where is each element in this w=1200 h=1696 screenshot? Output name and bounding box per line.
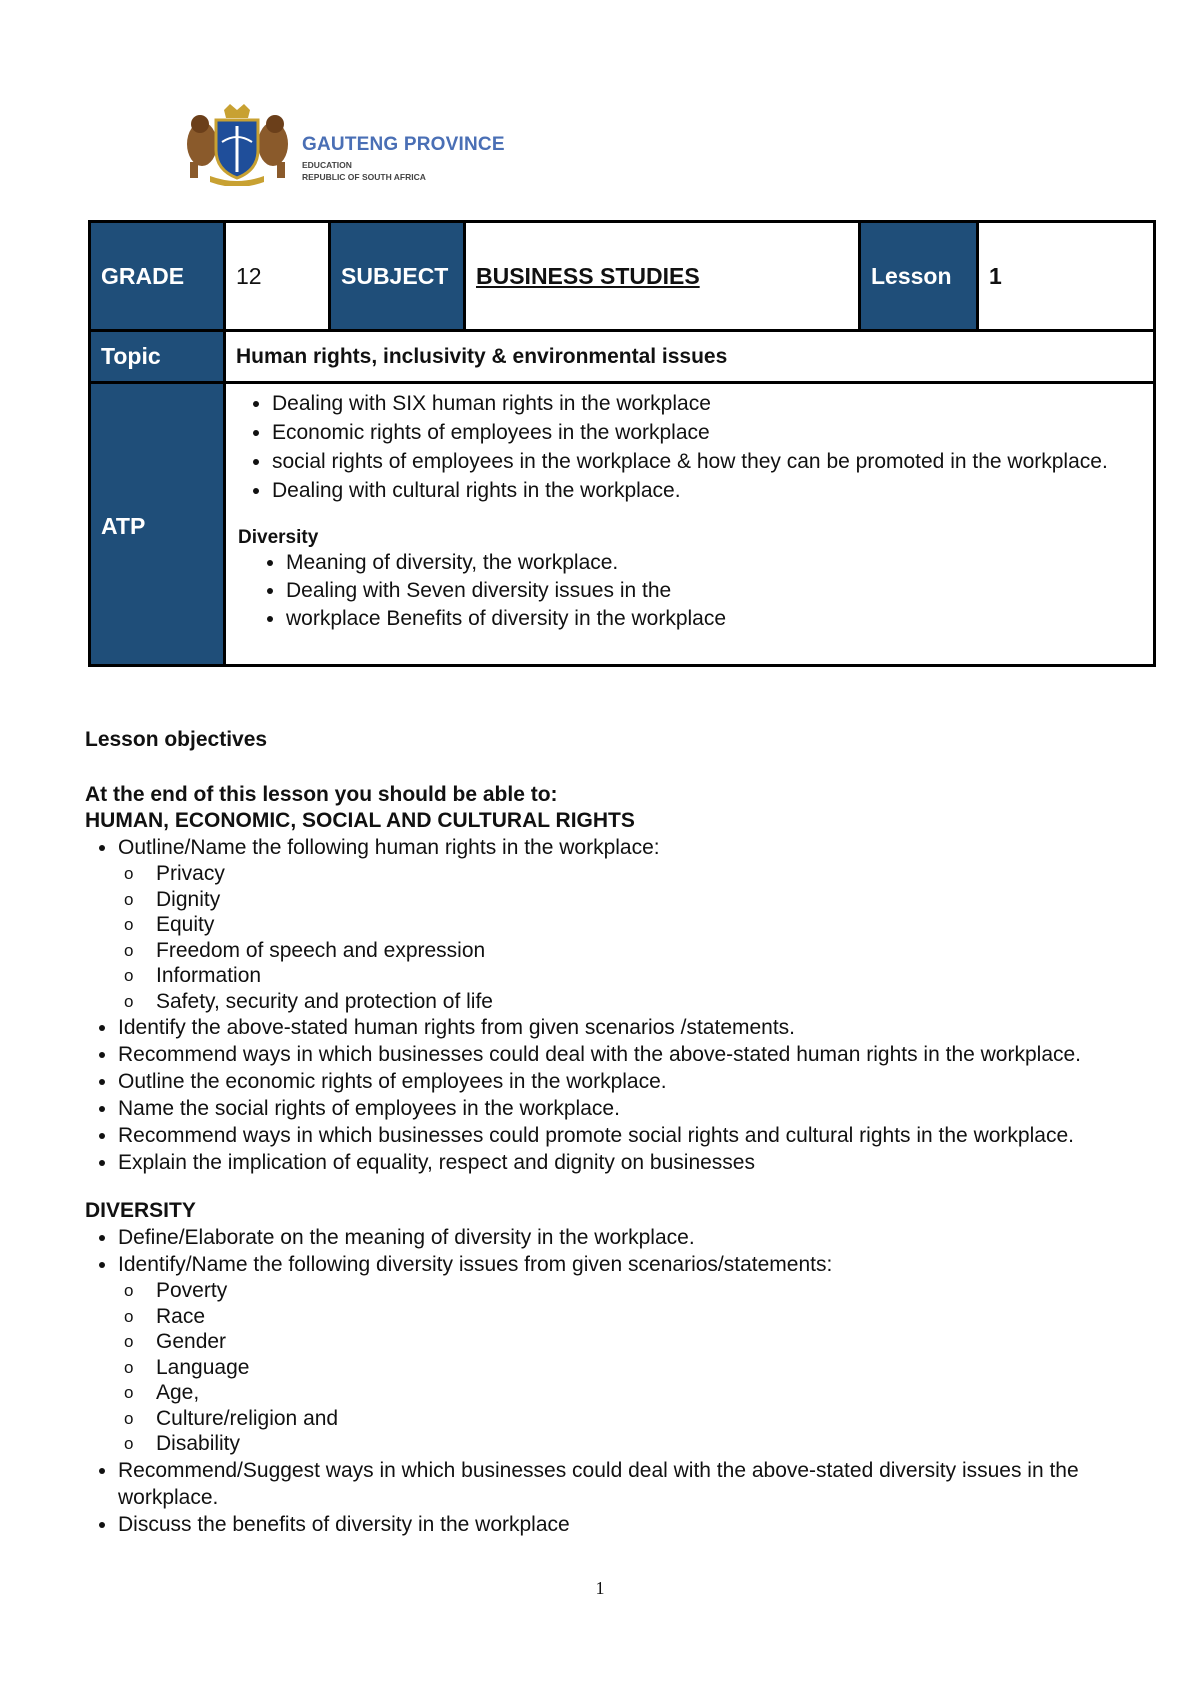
list-item: o Dignity	[156, 887, 1165, 913]
subject-label: SUBJECT	[330, 222, 465, 331]
lesson-info-table	[88, 220, 1156, 667]
table-row-topic	[90, 331, 1155, 383]
list-item: • Dealing with SIX human rights in the workplace	[272, 389, 1143, 418]
list-item: o Privacy	[156, 861, 1165, 887]
topic-value: Human rights, inclusivity & environmental issues	[225, 331, 1155, 383]
list-item: • Dealing with Seven diversity issues in the	[286, 577, 1143, 605]
objectives-intro: At the end of this lesson you should be able to:	[85, 783, 558, 806]
list-item: o Race	[156, 1304, 1165, 1330]
list-item: o Freedom of speech and expression	[156, 938, 1165, 964]
list-item: o Equity	[156, 912, 1165, 938]
human-rights-sublist	[118, 861, 1165, 1014]
gauteng-logo	[180, 102, 510, 186]
list-item: • Name the social rights of employees in the workplace.	[118, 1095, 1165, 1122]
atp-list	[236, 389, 1143, 505]
lesson-value: 1	[978, 222, 1155, 331]
page-number: 1	[595, 1578, 605, 1598]
rights-objectives-list	[85, 834, 1165, 1176]
subject-value: BUSINESS STUDIES	[476, 262, 700, 289]
list-item: • Dealing with cultural rights in the workplace.	[272, 476, 1143, 505]
lesson-objectives	[85, 728, 1165, 1538]
list-item: o Poverty	[156, 1278, 1165, 1304]
list-item: • Recommend ways in which businesses could promote social rights and cultural rights in the workplace.	[118, 1122, 1165, 1149]
list-item: • Outline the economic rights of employees in the workplace.	[118, 1068, 1165, 1095]
topic-label: Topic	[90, 331, 225, 383]
list-item: o Culture/religion and	[156, 1406, 1165, 1432]
list-item: • Economic rights of employees in the workplace	[272, 418, 1143, 447]
grade-value: 12	[225, 222, 330, 331]
subject-value-cell	[465, 222, 860, 331]
list-item: • Define/Elaborate on the meaning of diversity in the workplace.	[118, 1224, 1165, 1251]
list-item: o Disability	[156, 1431, 1165, 1457]
table-row-grade	[90, 222, 1155, 331]
list-item: • workplace Benefits of diversity in the workplace	[286, 605, 1143, 633]
list-item: • Recommend/Suggest ways in which businesses could deal with the above-stated diversity issues in the workplace.	[118, 1457, 1165, 1511]
list-item: • social rights of employees in the workplace & how they can be promoted in the workplace.	[272, 447, 1143, 476]
list-item: • Discuss the benefits of diversity in the workplace	[118, 1511, 1165, 1538]
objectives-heading: Lesson objectives	[85, 728, 268, 751]
list-item: o Age,	[156, 1380, 1165, 1406]
logo-subtitle-country: REPUBLIC OF SOUTH AFRICA	[302, 172, 426, 182]
atp-diversity-list	[236, 549, 1143, 633]
list-item-text: Identify/Name the following diversity issues from given scenarios/statements:	[118, 1253, 833, 1276]
rights-section-heading: HUMAN, ECONOMIC, SOCIAL AND CULTURAL RIGHTS	[85, 809, 635, 832]
list-item: o Safety, security and protection of life	[156, 989, 1165, 1015]
atp-diversity-heading: Diversity	[238, 527, 319, 548]
diversity-issues-sublist	[118, 1278, 1165, 1457]
grade-label: GRADE	[90, 222, 225, 331]
coat-of-arms-icon	[180, 102, 295, 186]
list-item: • Recommend ways in which businesses could deal with the above-stated human rights in the workplace.	[118, 1041, 1165, 1068]
list-item: o Language	[156, 1355, 1165, 1381]
list-item	[118, 834, 1165, 1014]
atp-content	[225, 383, 1155, 666]
diversity-objectives-list	[85, 1224, 1165, 1538]
list-item: • Identify the above-stated human rights from given scenarios /statements.	[118, 1014, 1165, 1041]
logo-subtitle-education: EDUCATION	[302, 160, 352, 170]
table-row-atp	[90, 383, 1155, 666]
diversity-section-heading: DIVERSITY	[85, 1199, 196, 1222]
list-item: • Explain the implication of equality, respect and dignity on businesses	[118, 1149, 1165, 1176]
list-item-text: Outline/Name the following human rights in the workplace:	[118, 836, 660, 859]
list-item: o Gender	[156, 1329, 1165, 1355]
list-item: • Meaning of diversity, the workplace.	[286, 549, 1143, 577]
list-item	[118, 1251, 1165, 1457]
lesson-label: Lesson	[860, 222, 978, 331]
logo-brand-text: GAUTENG PROVINCE	[302, 134, 505, 155]
atp-label: ATP	[90, 383, 225, 666]
list-item: o Information	[156, 963, 1165, 989]
